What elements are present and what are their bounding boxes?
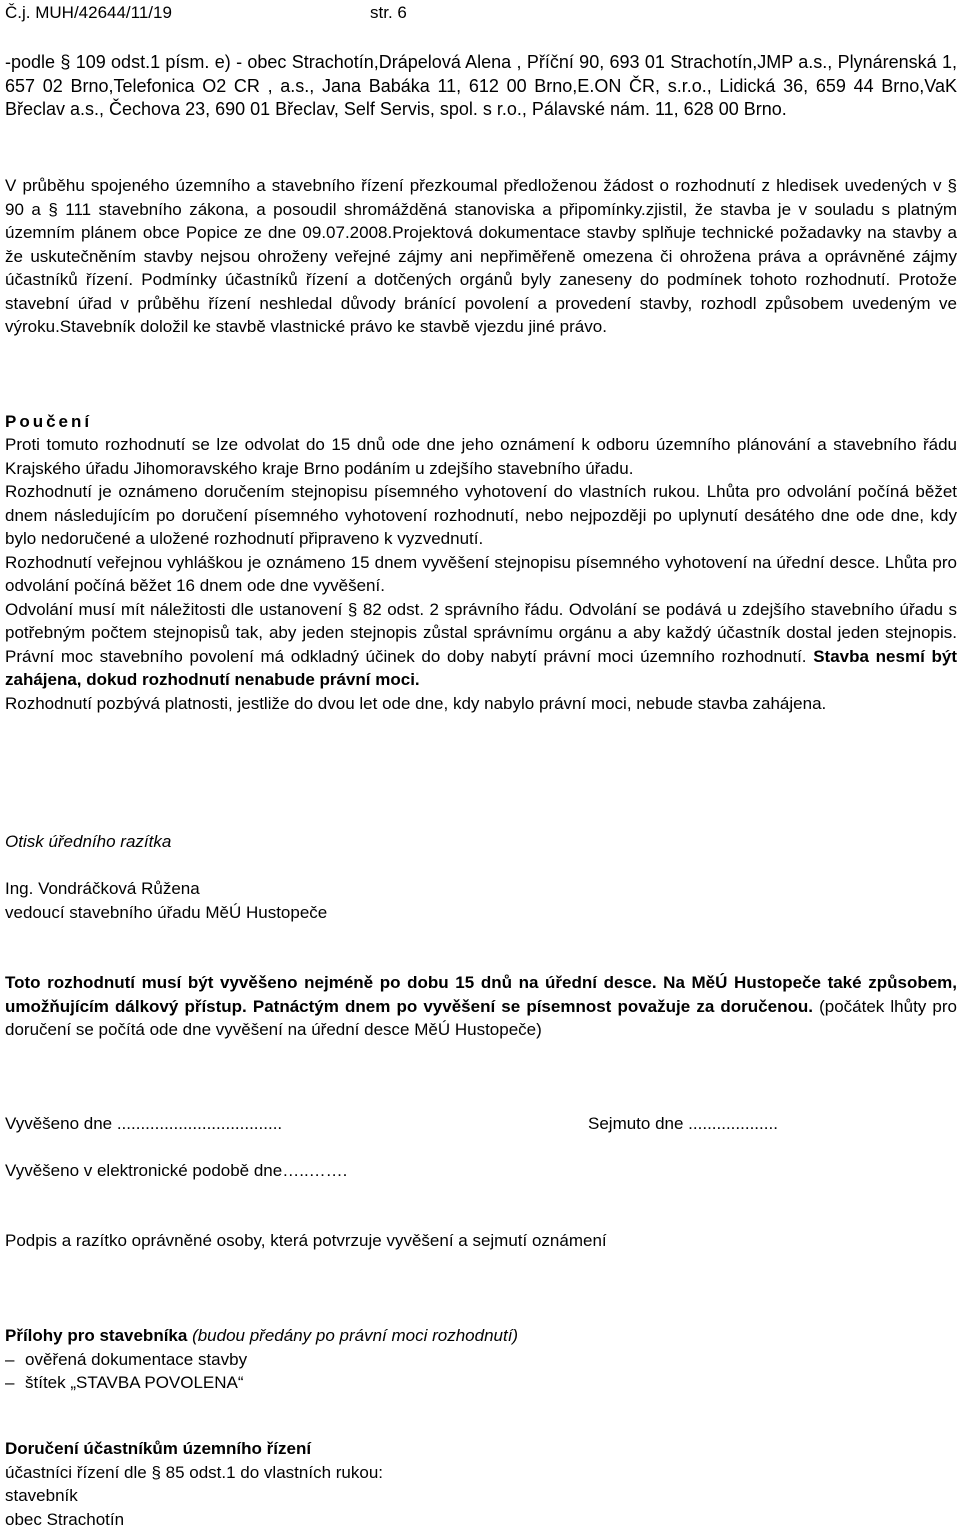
delivery-line: účastníci řízení dle § 85 odst.1 do vlastních rukou:: [5, 1462, 383, 1482]
attachment-item: [5, 1348, 957, 1372]
reference-number: Č.j. MUH/42644/11/19: [5, 3, 172, 22]
attachment-label: štítek „STAVBA POVOLENA“: [25, 1373, 244, 1392]
attachments-heading-bold: Přílohy pro stavebníka: [5, 1326, 188, 1345]
posted-date: Vyvěšeno dne ...................................: [5, 1114, 283, 1133]
instruction-body: [5, 433, 957, 715]
appeal-text: Odvolání musí mít náležitosti dle ustanovení § 82 odst. 2 správního řádu. Odvolání se podává u zdejšího stavebního úřadu s potřebným počtem stejnopisů tak, aby jeden stejnopis zůstal správnímu orgánu a aby každý účastník dostal jeden stejnopis. Právní moc stavebního povolení má odkladný účinek do doby nabytí právní moci územního rozhodnutí.: [5, 599, 957, 666]
attachments-heading-note: (budou předány po právní moci rozhodnutí): [187, 1326, 519, 1345]
posting-dates: [5, 1112, 957, 1136]
instruction-paragraph: Rozhodnutí pozbývá platnosti, jestliže do dvou let ode dne, kdy nabylo právní moci, nebude stavba zahájena.: [5, 693, 827, 713]
delivery-line: obec Strachotín: [5, 1509, 125, 1529]
delivery-section: [5, 1437, 957, 1531]
attachment-label: ověřená dokumentace stavby: [25, 1349, 248, 1369]
instruction-paragraph-appeal: [5, 598, 957, 692]
signatory-name: Ing. Vondráčková Růžena: [5, 879, 200, 898]
signatory-title: vedoucí stavebního úřadu MěÚ Hustopeče: [5, 902, 328, 922]
attachment-item: [5, 1371, 957, 1395]
signatory-block: [5, 877, 957, 924]
instruction-paragraph: Rozhodnutí veřejnou vyhláškou je oznámeno 15 dnem vyvěšení stejnopisu písemného vyhotovení na úřední desce. Lhůta pro odvolání počíná běžet 16 dnem ode dne vyvěšení.: [5, 552, 957, 595]
page-number: str. 6: [370, 3, 407, 22]
instruction-section: [5, 410, 957, 434]
dash-bullet: –: [5, 1373, 15, 1392]
paragraph-reasoning: V průběhu spojeného územního a stavebního řízení přezkoumal předloženou žádost o rozhodnutí z hledisek uvedených v § 90 a § 111 stavebního zákona, a posoudil shromážděná stanoviska a připomínky.zjistil, že stavba je v souladu s platným územním plánem obce Popice ze dne 09.07.2008.Projektová dokumentace stavby splňuje technické požadavky na stavby a že uskutečněním stavby nejsou ohroženy veřejné zájmy ani nepřiměřeně omezena či ohrožena práva a oprávněné zájmy účastníků řízení. Podmínky účastníků řízení a dotčených orgánů byly zaneseny do podmínek tohoto rozhodnutí. Protože stavební úřad v průběhu řízení neshledal důvody bránící povolení a provedení stavby, rozhodl způsobem uvedeným ve výroku.Stavebník doložil ke stavbě vlastnické právo ke stavbě vjezdu jiné právo.: [5, 176, 957, 336]
appeal-bold-text: Stavba nesmí být zahájena, dokud rozhodnutí nenabude právní moci.: [5, 646, 957, 689]
posting-notice-bold: Toto rozhodnutí musí být vyvěšeno nejméně po dobu 15 dnů na úřední desce. Na MěÚ Hustopeče také způsobem, umožňujícím dálkový přístup. Patnáctým dnem po vyvěšení se písemnost považuje za doručenou.: [5, 973, 957, 1016]
delivery-line: stavebník: [5, 1486, 78, 1505]
attachments-heading: [5, 1324, 957, 1348]
electronic-posted-date: Vyvěšeno v elektronické podobě dne…..…….: [5, 1161, 348, 1180]
attachments-section: [5, 1324, 957, 1395]
instruction-paragraph: Proti tomuto rozhodnutí se lze odvolat do 15 dnů ode dne jeho oznámení k odboru územního plánování a stavebního řádu Krajského úřadu Jihomoravského kraje Brno podáním u zdejšího stavebního úřadu.: [5, 435, 957, 478]
dash-bullet: –: [5, 1349, 15, 1369]
posting-notice-normal: (počátek lhůty pro doručení se počítá ode dne vyvěšení na úřední desce MěÚ Hustopeče): [5, 996, 957, 1039]
delivery-heading: Doručení účastníkům územního řízení: [5, 1439, 312, 1458]
stamp-label: Otisk úředního razítka: [5, 832, 172, 851]
page-header: [5, 3, 605, 33]
removed-date: Sejmuto dne ...................: [588, 1114, 778, 1133]
signature-line: Podpis a razítko oprávněné osoby, která potvrzuje vyvěšení a sejmutí oznámení: [5, 1231, 607, 1250]
instruction-paragraph: Rozhodnutí je oznámeno doručením stejnopisu písemného vyhotovení do vlastních rukou. Lhůta pro odvolání počíná běžet dnem následujícím po doručení písemného vyhotovení rozhodnutí, nebo nejpozději po uplynutí desátého dne ode dne, kdy bylo nedoručené a uložené rozhodnutí připraveno k vyzvednutí.: [5, 482, 957, 548]
instruction-heading: Poučení: [5, 412, 93, 431]
posting-notice: [5, 971, 957, 1042]
paragraph-podle: -podle § 109 odst.1 písm. e) - obec Strachotín,Drápelová Alena , Příční 90, 693 01 Strachotín,JMP a.s., Plynárenská 1, 657 02 Brno,Telefonica O2 CR , a.s., Jana Babáka 11, 612 00 Brno,E.ON ČR, s.r.o., Lidická 36, 659 44 Brno,VaK Břeclav a.s., Čechova 23, 690 01 Břeclav, Self Servis, spol. s r.o., Pálavské nám. 11, 628 00 Brno.: [5, 52, 957, 119]
